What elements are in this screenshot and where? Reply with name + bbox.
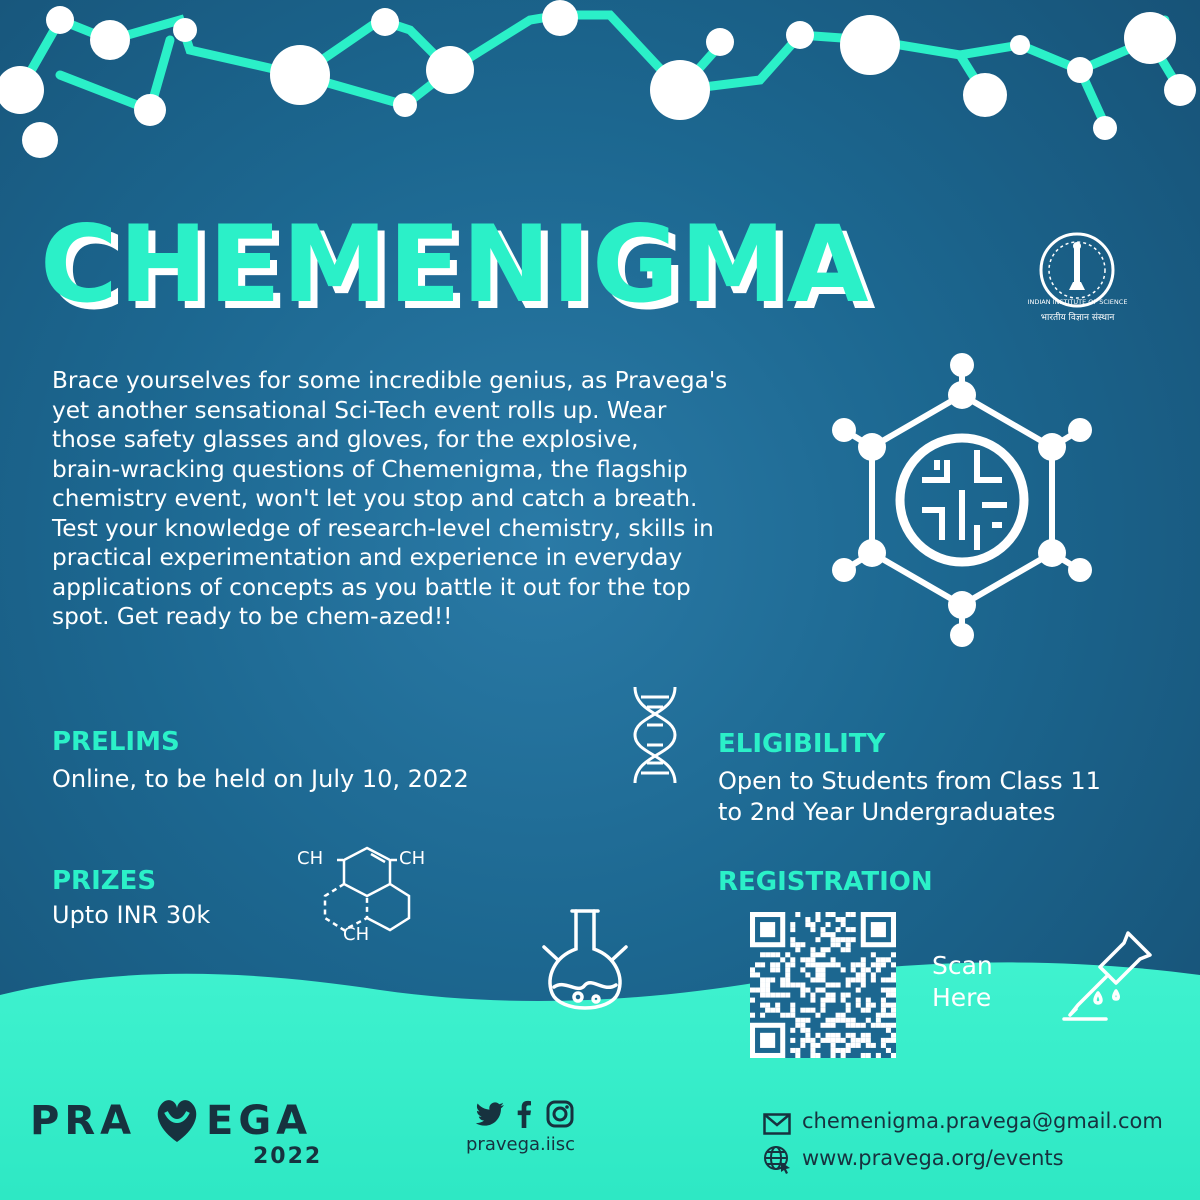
description-line: spot. Get ready to be chem-azed!! [52, 603, 453, 630]
molecule-network-icon [0, 0, 1200, 170]
dropper-icon [1058, 925, 1158, 1025]
eligibility-line2: to 2nd Year Undergraduates [718, 798, 1056, 826]
benzene-structure-icon [295, 838, 440, 948]
eligibility-line1: Open to Students from Class 11 [718, 767, 1101, 795]
contact-website[interactable]: www.pravega.org/events [802, 1146, 1064, 1170]
twitter-icon[interactable] [476, 1102, 504, 1126]
globe-icon [762, 1144, 792, 1174]
iisc-text-bottom: भारतीय विज्ञान संस्थान [1040, 313, 1115, 323]
prizes-text: Upto INR 30k [52, 901, 211, 929]
prelims-heading: PRELIMS [52, 727, 180, 757]
event-title: CHEMENIGMA [40, 203, 870, 326]
description-line: Test your knowledge of research-level chemistry, skills in [52, 514, 714, 542]
contact-email[interactable]: chemenigma.pravega@gmail.com [802, 1109, 1163, 1133]
qr-code[interactable] [750, 912, 896, 1058]
description-line: applications of concepts as you battle it out for the top [52, 573, 691, 601]
brand-right: EGA [206, 1098, 313, 1144]
event-description [52, 366, 802, 632]
brand-left: PRA [30, 1098, 137, 1144]
prelims-text: Online, to be held on July 10, 2022 [52, 765, 469, 793]
flask-icon [540, 905, 630, 1020]
social-handle[interactable]: pravega.iisc [466, 1134, 576, 1155]
molecule-label-bottom: CH [343, 924, 370, 945]
pravega-heart-icon [152, 1094, 202, 1146]
prizes-heading: PRIZES [52, 866, 157, 896]
description-line: yet another sensational Sci-Tech event rolls up. Wear [52, 396, 667, 424]
iisc-text-top: INDIAN INSTITUTE OF SCIENCE [1027, 298, 1128, 306]
brand-year: 2022 [253, 1144, 323, 1169]
eligibility-heading: ELIGIBILITY [718, 729, 886, 759]
molecule-label-left: CH [297, 848, 324, 869]
mail-icon [763, 1113, 791, 1135]
scan-label-line1: Scan [932, 951, 993, 980]
registration-heading: REGISTRATION [718, 867, 933, 897]
description-line: those safety glasses and gloves, for the explosive, [52, 426, 639, 453]
qr-code-graphic [750, 912, 896, 1058]
description-line: brain-wracking questions of Chemenigma, the flagship [52, 455, 688, 483]
brain-molecule-icon [812, 350, 1112, 650]
dna-icon [625, 685, 685, 785]
description-line: practical experimentation and experience in everyday [52, 544, 683, 571]
description-line: chemistry event, won't let you stop and catch a breath. [52, 485, 698, 512]
social-links [466, 1096, 592, 1156]
description-line: Brace yourselves for some incredible genius, as Pravega's [52, 367, 728, 394]
scan-label-line2: Here [932, 983, 992, 1012]
molecule-label-right: CH [399, 848, 426, 869]
instagram-icon[interactable] [546, 1100, 574, 1128]
facebook-icon[interactable] [516, 1100, 532, 1128]
iisc-logo [1025, 230, 1130, 330]
pravega-logo [30, 1094, 330, 1174]
